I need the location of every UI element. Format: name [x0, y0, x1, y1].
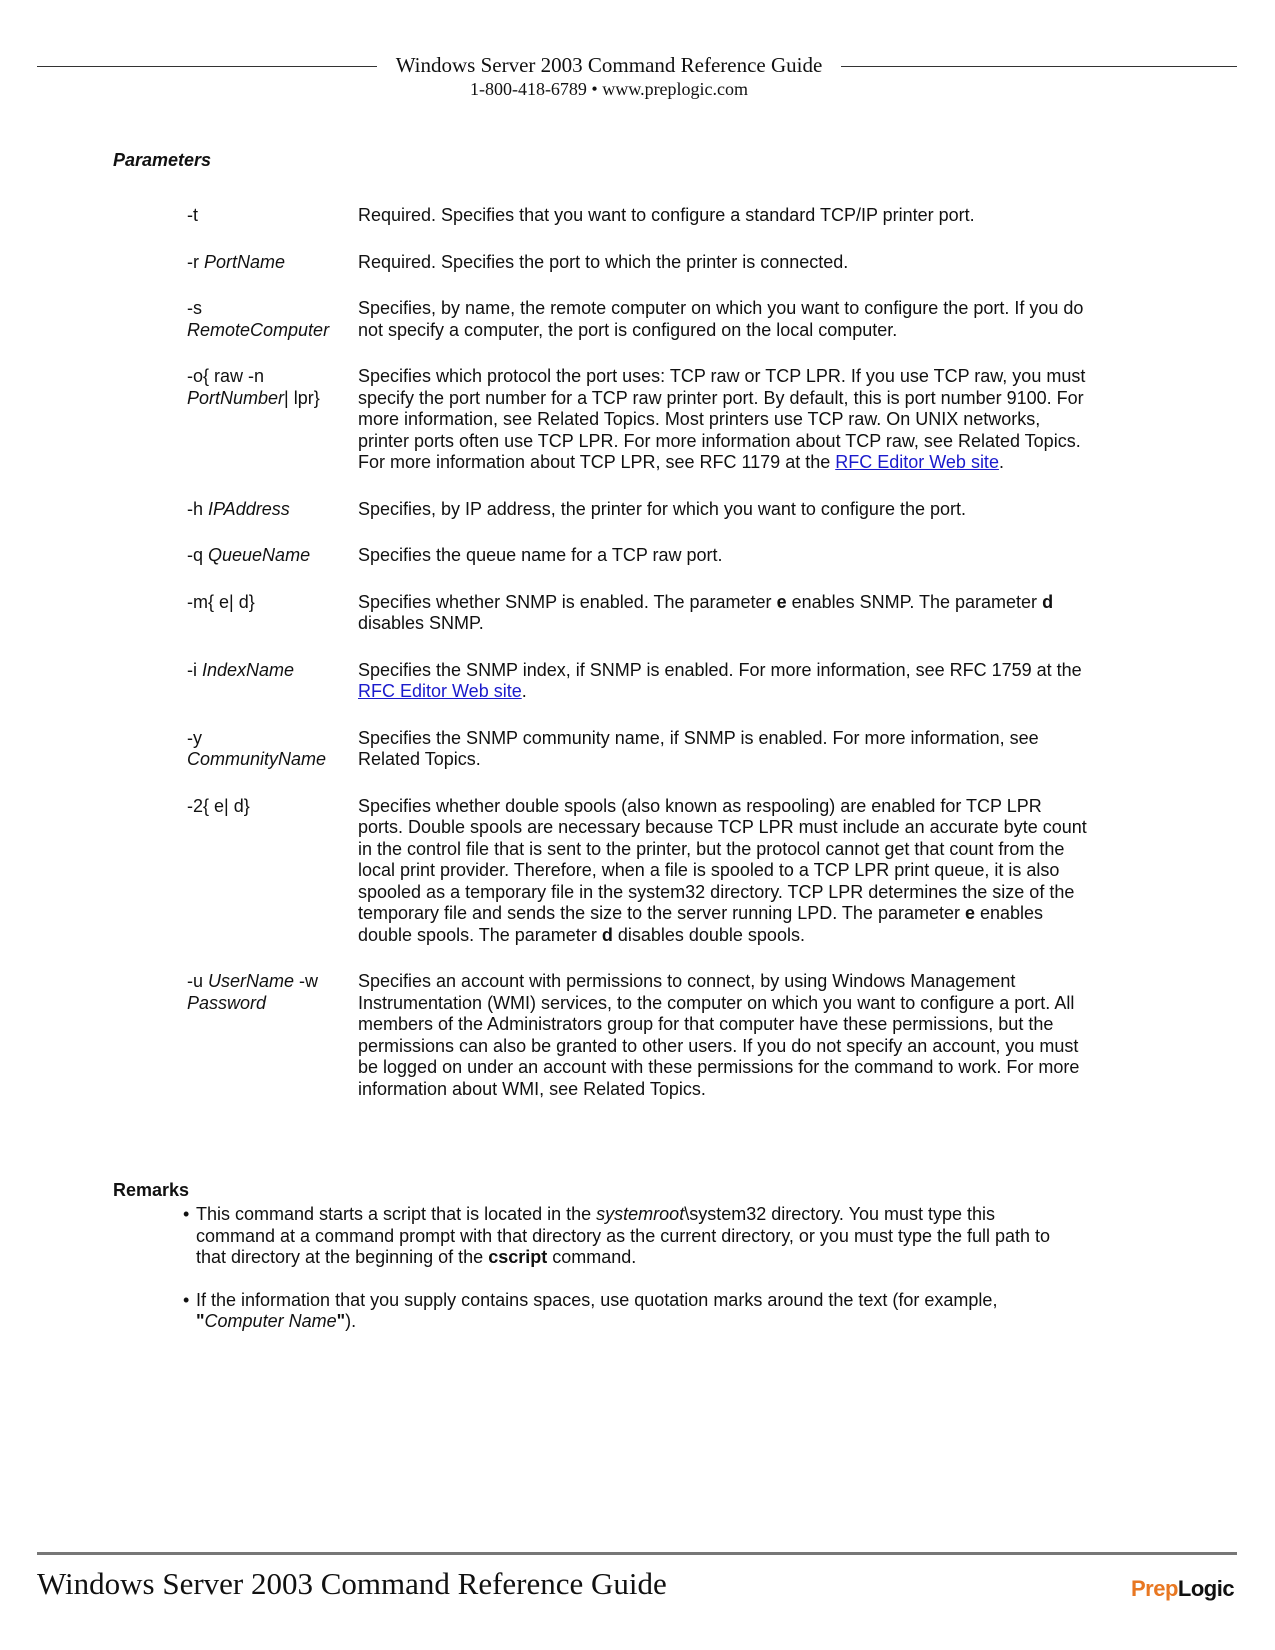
param-flag: -o{ raw -n [187, 366, 265, 386]
param-description-text: Specifies whether SNMP is enabled. The parameter [358, 591, 777, 612]
remark-text-part: If the information that you supply contains spaces, use quotation marks around the text (for example, [196, 1289, 998, 1310]
param-flag: -u [187, 971, 209, 991]
param-flag-tail: | lpr} [284, 387, 320, 408]
param-description [358, 660, 1088, 703]
param-value-d: d [1042, 591, 1054, 612]
param-flag: -y [187, 727, 202, 748]
param-description: Specifies the queue name for a TCP raw port. [358, 545, 723, 565]
param-description-text: Specifies the SNMP index, if SNMP is enabled. For more information, see RFC 1759 at the [358, 659, 1082, 680]
param-flag: -2{ e| d} [187, 795, 250, 816]
preplogic-logo [1131, 1576, 1234, 1602]
remark-bold: cscript [488, 1247, 548, 1267]
remark-text [196, 1204, 1076, 1269]
rfc-editor-link[interactable]: RFC Editor Web site [835, 452, 999, 472]
param-flag: -i [187, 659, 202, 680]
param-name [187, 971, 358, 1100]
param-description: Required. Specifies that you want to configure a standard TCP/IP printer port. [358, 205, 975, 225]
param-flag: -h [187, 498, 209, 519]
remark-item [183, 1204, 1083, 1269]
param-arg: RemoteComputer [187, 319, 330, 340]
param-description: Specifies an account with permissions to connect, by using Windows Management Instrumentation (WMI) services, to the computer on which you want to configure a port. All members of the Administrators group for that computer have these permissions, but the permissions can also be granted to other users. If you do not specify an account, you must be logged on under an account with these permissions for the command to work. For more information about WMI, see Related Topics. [358, 971, 1080, 1099]
param-description-text: disables double spools. [612, 924, 805, 945]
param-arg: IndexName [202, 659, 295, 680]
param-name [187, 660, 358, 703]
remark-item [183, 1290, 1083, 1333]
logo-prep-text: Prep [1131, 1576, 1178, 1601]
param-row-h [187, 499, 1097, 521]
param-description [358, 366, 1088, 474]
param-name [187, 728, 358, 771]
param-description-text: enables double spools. The parameter [358, 903, 1044, 945]
param-description: Required. Specifies the port to which the printer is connected. [358, 251, 849, 272]
param-flag: -s [187, 298, 202, 318]
param-description-text: enables SNMP. The parameter [786, 591, 1043, 612]
param-name [187, 298, 358, 341]
param-description-end: . [998, 452, 1004, 472]
bullet-icon: • [183, 1204, 190, 1224]
remarks-heading: Remarks [113, 1180, 190, 1200]
param-row-r [187, 252, 1097, 274]
param-description: Specifies, by IP address, the printer for which you want to configure the port. [358, 498, 966, 519]
header-rule-left [37, 66, 377, 67]
parameters-list [187, 205, 1097, 1125]
footer-rule [37, 1552, 1237, 1555]
header-rule-right [841, 66, 1237, 67]
param-value-e: e [776, 591, 787, 612]
param-description-text: disables SNMP. [358, 613, 484, 633]
header-title: Windows Server 2003 Command Reference Guide [395, 53, 823, 77]
remark-italic: systemroot [596, 1204, 685, 1224]
param-description: Specifies, by name, the remote computer on which you want to configure the port. If you do not specify a computer, the port is configured on the local computer. [358, 298, 1084, 340]
param-description-end: . [521, 681, 527, 701]
param-value-d: d [601, 924, 613, 945]
param-arg: PortNumber [187, 387, 285, 408]
param-row-o [187, 366, 1097, 474]
remark-italic: Computer Name [204, 1311, 337, 1331]
param-flag: -r [187, 251, 204, 272]
param-value-e: e [964, 903, 975, 923]
param-row-q [187, 545, 1097, 567]
param-flag: -t [187, 205, 198, 225]
logo-logic-text: Logic [1177, 1576, 1235, 1601]
param-description [358, 592, 1088, 635]
param-flag: -q [187, 545, 209, 565]
footer-title: Windows Server 2003 Command Reference Guide [37, 1566, 667, 1601]
param-arg: CommunityName [187, 749, 327, 769]
remark-quote: " [196, 1311, 205, 1331]
header-contact: 1-800-418-6789 • www.preplogic.com [469, 79, 749, 99]
param-row-u [187, 971, 1097, 1100]
bullet-icon: • [183, 1289, 190, 1310]
param-row-2 [187, 796, 1097, 947]
page-header [37, 50, 1237, 106]
param-name [187, 252, 358, 274]
param-name [187, 592, 358, 635]
remarks-list [183, 1204, 1083, 1354]
param-name [187, 499, 358, 521]
remark-text-part: command. [547, 1247, 637, 1267]
param-row-m [187, 592, 1097, 635]
rfc-editor-link[interactable]: RFC Editor Web site [358, 681, 522, 701]
remark-text-part: This command starts a script that is located in the [196, 1204, 597, 1224]
param-flag-tail: -w [294, 971, 319, 991]
param-name [187, 205, 358, 227]
param-arg: UserName [208, 971, 295, 991]
param-row-t [187, 205, 1097, 227]
remark-text-part: \system32 directory. You must type this command at a command prompt with that directory as the current directory, or you must type the full path to that directory at the beginning of the [196, 1204, 1051, 1267]
param-description [358, 796, 1088, 947]
param-description-text: Specifies whether double spools (also known as respooling) are enabled for TCP LPR ports. Double spools are necessary because TCP LPR must include an accurate byte count in the control file that is sent to the printer, but the protocol cannot get that count from the local print provider. Therefore, when a file is spooled to a TCP LPR print queue, it is also spooled as a temporary file in the system32 directory. TCP LPR determines the size of the temporary file and sends the size to the server running LPD. The parameter [358, 795, 1087, 923]
remark-text-part: ). [345, 1311, 357, 1331]
param-row-y [187, 728, 1097, 771]
remark-text [196, 1290, 1076, 1333]
param-arg: PortName [204, 251, 286, 272]
param-name [187, 545, 358, 567]
param-flag: -m{ e| d} [187, 591, 255, 612]
remark-quote: " [336, 1311, 346, 1331]
param-description-text: Specifies which protocol the port uses: TCP raw or TCP LPR. If you use TCP raw, you must specify the port number for a TCP raw printer port. By default, this is port number 9100. For more information, see Related Topics. Most printers use TCP raw. On UNIX networks, printer ports often use TCP LPR. For more information about TCP raw, see Related Topics. For more information about TCP LPR, see RFC 1179 at the [358, 366, 1086, 472]
param-row-s [187, 298, 1097, 341]
param-row-i [187, 660, 1097, 703]
param-description: Specifies the SNMP community name, if SNMP is enabled. For more information, see Related Topics. [358, 727, 1039, 769]
param-arg: IPAddress [208, 498, 290, 519]
param-name [187, 796, 358, 947]
parameters-heading: Parameters [113, 150, 212, 170]
param-arg: QueueName [208, 545, 311, 565]
param-arg: Password [187, 992, 267, 1013]
param-name [187, 366, 358, 474]
